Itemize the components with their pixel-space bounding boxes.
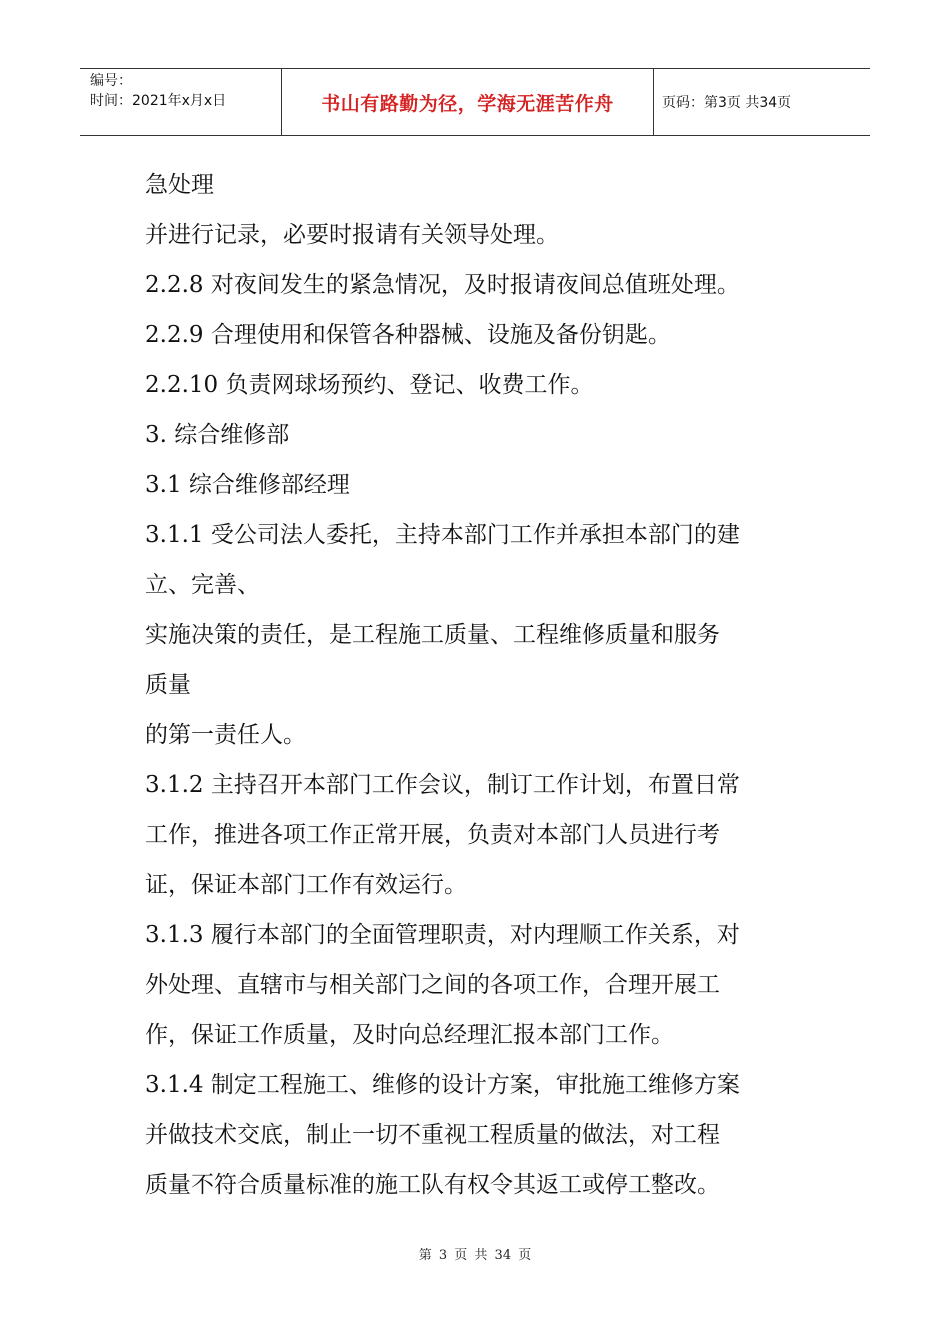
- body-line: 急处理: [145, 172, 214, 198]
- page-footer: [0, 1244, 950, 1263]
- body-line: 并进行记录，必要时报请有关领导处理。: [145, 222, 559, 248]
- body-line: 3.1.1 受公司法人委托，主持本部门工作并承担本部门的建: [145, 522, 740, 548]
- footer-page-number: 第 3 页 共 34 页: [418, 1248, 532, 1263]
- body-line: 2.2.9 合理使用和保管各种器械、设施及备份钥匙。: [145, 322, 671, 348]
- document-body: [145, 160, 810, 1210]
- body-line: 3.1.2 主持召开本部门工作会议，制订工作计划，布置日常: [145, 772, 740, 798]
- document-number-label: 编号：: [90, 73, 132, 89]
- header-page-info: 页码：第3页 共34页: [662, 95, 792, 111]
- header-motto-cell: [282, 69, 654, 135]
- header-motto: 书山有路勤为径，学海无涯苦作舟: [321, 92, 614, 115]
- body-line: 工作，推进各项工作正常开展，负责对本部门人员进行考: [145, 822, 720, 848]
- body-line: 质量不符合质量标准的施工队有权令其返工或停工整改。: [145, 1172, 720, 1198]
- body-line: 3.1.4 制定工程施工、维修的设计方案，审批施工维修方案: [145, 1072, 740, 1098]
- body-line: 立、完善、: [145, 572, 260, 598]
- section-heading: 3. 综合维修部: [145, 422, 290, 448]
- body-line: 2.2.8 对夜间发生的紧急情况，及时报请夜间总值班处理。: [145, 272, 740, 298]
- body-line: 证，保证本部门工作有效运行。: [145, 872, 467, 898]
- body-line: 2.2.10 负责网球场预约、登记、收费工作。: [145, 372, 594, 398]
- body-line: 的第一责任人。: [145, 722, 306, 748]
- header-meta-cell: [80, 69, 282, 135]
- header-page-cell: [654, 69, 870, 135]
- subsection-heading: 3.1 综合维修部经理: [145, 472, 350, 498]
- body-line: 并做技术交底，制止一切不重视工程质量的做法，对工程: [145, 1122, 720, 1148]
- page-header: [80, 68, 870, 136]
- body-line: 3.1.3 履行本部门的全面管理职责，对内理顺工作关系，对: [145, 922, 740, 948]
- body-line: 实施决策的责任，是工程施工质量、工程维修质量和服务: [145, 622, 720, 648]
- document-date: 时间：2021年x月x日: [90, 93, 227, 109]
- body-line: 质量: [145, 672, 191, 698]
- body-line: 外处理、直辖市与相关部门之间的各项工作，合理开展工: [145, 972, 720, 998]
- body-line: 作，保证工作质量，及时向总经理汇报本部门工作。: [145, 1022, 674, 1048]
